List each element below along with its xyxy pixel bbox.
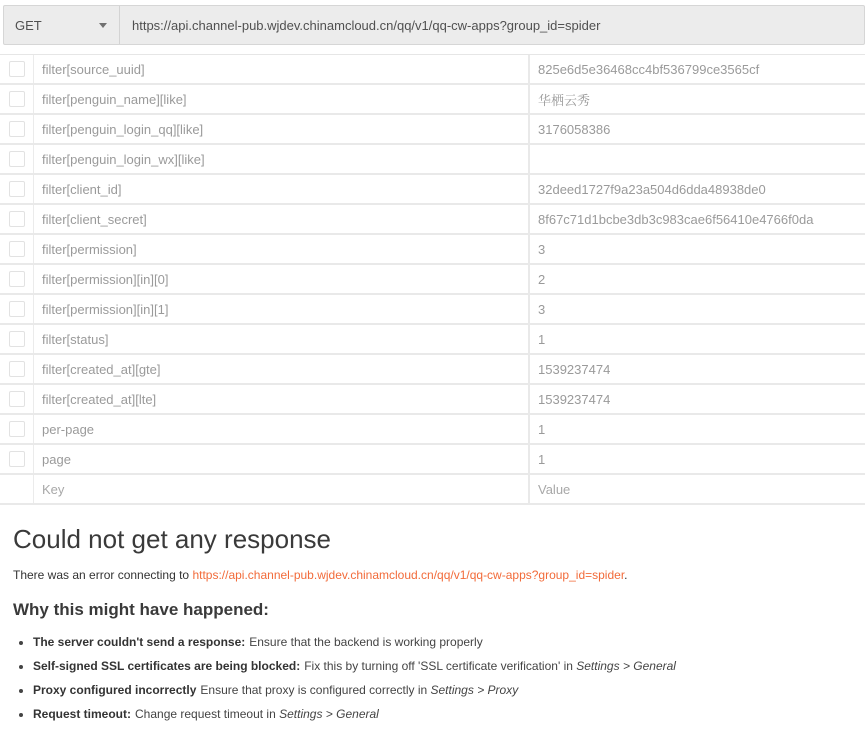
- param-key[interactable]: filter[client_id]: [34, 175, 530, 203]
- param-value[interactable]: 3: [538, 241, 546, 257]
- param-enable-checkbox[interactable]: [9, 271, 25, 287]
- param-row: [0, 415, 865, 445]
- param-enable-cell: [0, 145, 34, 173]
- param-row: [0, 385, 865, 415]
- param-enable-checkbox[interactable]: [9, 361, 25, 377]
- reason-label: The server couldn't send a response:: [33, 635, 246, 649]
- params-table: [0, 54, 865, 505]
- new-param-row: [0, 475, 865, 505]
- param-key[interactable]: filter[status]: [34, 325, 530, 353]
- new-param-value-input[interactable]: Value: [538, 481, 571, 497]
- param-enable-checkbox[interactable]: [9, 61, 25, 77]
- param-enable-cell: [0, 115, 34, 143]
- param-key[interactable]: filter[penguin_login_wx][like]: [34, 145, 530, 173]
- param-row: [0, 355, 865, 385]
- param-key[interactable]: filter[source_uuid]: [34, 55, 530, 83]
- method-select[interactable]: [4, 6, 120, 44]
- param-row: [0, 115, 865, 145]
- response-title: Could not get any response: [13, 524, 331, 554]
- param-value[interactable]: 1: [538, 331, 546, 347]
- param-enable-cell: [0, 385, 34, 413]
- param-enable-cell: [0, 55, 34, 83]
- param-value[interactable]: 2: [538, 271, 546, 287]
- param-enable-checkbox[interactable]: [9, 451, 25, 467]
- param-row: [0, 145, 865, 175]
- param-key[interactable]: filter[permission][in][0]: [34, 265, 530, 293]
- reason-text: Fix this by turning off 'SSL certificate verification' in: [304, 659, 577, 673]
- reason-text: Ensure that proxy is configured correctly in: [200, 683, 431, 697]
- param-enable-cell: [0, 415, 34, 443]
- param-value[interactable]: 3: [538, 301, 546, 317]
- response-panel: [13, 522, 853, 726]
- param-enable-cell: [0, 325, 34, 353]
- reason-item: [33, 630, 853, 654]
- param-enable-checkbox[interactable]: [9, 211, 25, 227]
- param-key[interactable]: filter[client_secret]: [34, 205, 530, 233]
- new-param-key-input[interactable]: Key: [34, 475, 530, 503]
- param-value[interactable]: 1539237474: [538, 361, 611, 377]
- param-key[interactable]: per-page: [34, 415, 530, 443]
- param-enable-cell: [0, 85, 34, 113]
- param-value[interactable]: 1539237474: [538, 391, 611, 407]
- chevron-down-icon: [99, 23, 107, 28]
- reason-label: Request timeout:: [33, 707, 132, 721]
- param-enable-cell: [0, 205, 34, 233]
- param-enable-checkbox[interactable]: [9, 421, 25, 437]
- param-value[interactable]: [530, 145, 865, 173]
- param-value[interactable]: 华栖云秀: [538, 92, 591, 108]
- param-row: [0, 55, 865, 85]
- param-row: [0, 265, 865, 295]
- error-message-prefix: There was an error connecting to: [13, 568, 193, 582]
- reason-setting-path: Settings > General: [576, 659, 676, 673]
- error-url-link[interactable]: https://api.channel-pub.wjdev.chinamcloud.cn/qq/v1/qq-cw-apps?group_id=spider: [192, 568, 625, 582]
- error-message: [13, 568, 853, 582]
- reason-item: [33, 654, 853, 678]
- reason-label: Self-signed SSL certificates are being blocked:: [33, 659, 301, 673]
- param-enable-checkbox[interactable]: [9, 391, 25, 407]
- param-key[interactable]: page: [34, 445, 530, 473]
- param-row: [0, 295, 865, 325]
- param-row: [0, 85, 865, 115]
- why-heading: Why this might have happened:: [13, 600, 269, 619]
- param-key[interactable]: filter[penguin_name][like]: [34, 85, 530, 113]
- reason-label: Proxy configured incorrectly: [33, 683, 197, 697]
- param-enable-cell: [0, 355, 34, 383]
- param-enable-checkbox[interactable]: [9, 181, 25, 197]
- param-enable-checkbox[interactable]: [9, 241, 25, 257]
- param-enable-checkbox[interactable]: [9, 121, 25, 137]
- param-enable-cell: [0, 235, 34, 263]
- param-row: [0, 175, 865, 205]
- param-key[interactable]: filter[created_at][lte]: [34, 385, 530, 413]
- param-enable-cell: [0, 445, 34, 473]
- param-enable-checkbox[interactable]: [9, 301, 25, 317]
- reason-item: [33, 702, 853, 726]
- param-enable-cell: [0, 475, 34, 503]
- param-value[interactable]: 8f67c71d1bcbe3db3c983cae6f56410e4766f0da: [538, 211, 814, 227]
- param-value[interactable]: 3176058386: [538, 121, 611, 137]
- reason-setting-path: Settings > General: [279, 707, 379, 721]
- reasons-list: [13, 630, 853, 726]
- reason-text: Change request timeout in: [135, 707, 280, 721]
- param-key[interactable]: filter[permission][in][1]: [34, 295, 530, 323]
- request-bar: [3, 5, 865, 45]
- param-key[interactable]: filter[penguin_login_qq][like]: [34, 115, 530, 143]
- param-enable-checkbox[interactable]: [9, 331, 25, 347]
- param-enable-cell: [0, 175, 34, 203]
- param-row: [0, 205, 865, 235]
- param-enable-cell: [0, 295, 34, 323]
- param-value[interactable]: 1: [538, 451, 546, 467]
- param-value[interactable]: 32deed1727f9a23a504d6dda48938de0: [538, 181, 766, 197]
- param-key[interactable]: filter[created_at][gte]: [34, 355, 530, 383]
- param-value[interactable]: 1: [538, 421, 546, 437]
- reason-item: [33, 678, 853, 702]
- param-enable-checkbox[interactable]: [9, 91, 25, 107]
- error-message-suffix: .: [624, 568, 628, 582]
- param-key[interactable]: filter[permission]: [34, 235, 530, 263]
- method-label: GET: [15, 17, 42, 33]
- param-row: [0, 445, 865, 475]
- param-enable-checkbox[interactable]: [9, 151, 25, 167]
- param-enable-cell: [0, 265, 34, 293]
- param-value[interactable]: 825e6d5e36468cc4bf536799ce3565cf: [538, 61, 760, 77]
- param-row: [0, 235, 865, 265]
- reason-text: Ensure that the backend is working properly: [249, 635, 483, 649]
- param-row: [0, 325, 865, 355]
- url-input[interactable]: [120, 6, 864, 44]
- reason-setting-path: Settings > Proxy: [430, 683, 519, 697]
